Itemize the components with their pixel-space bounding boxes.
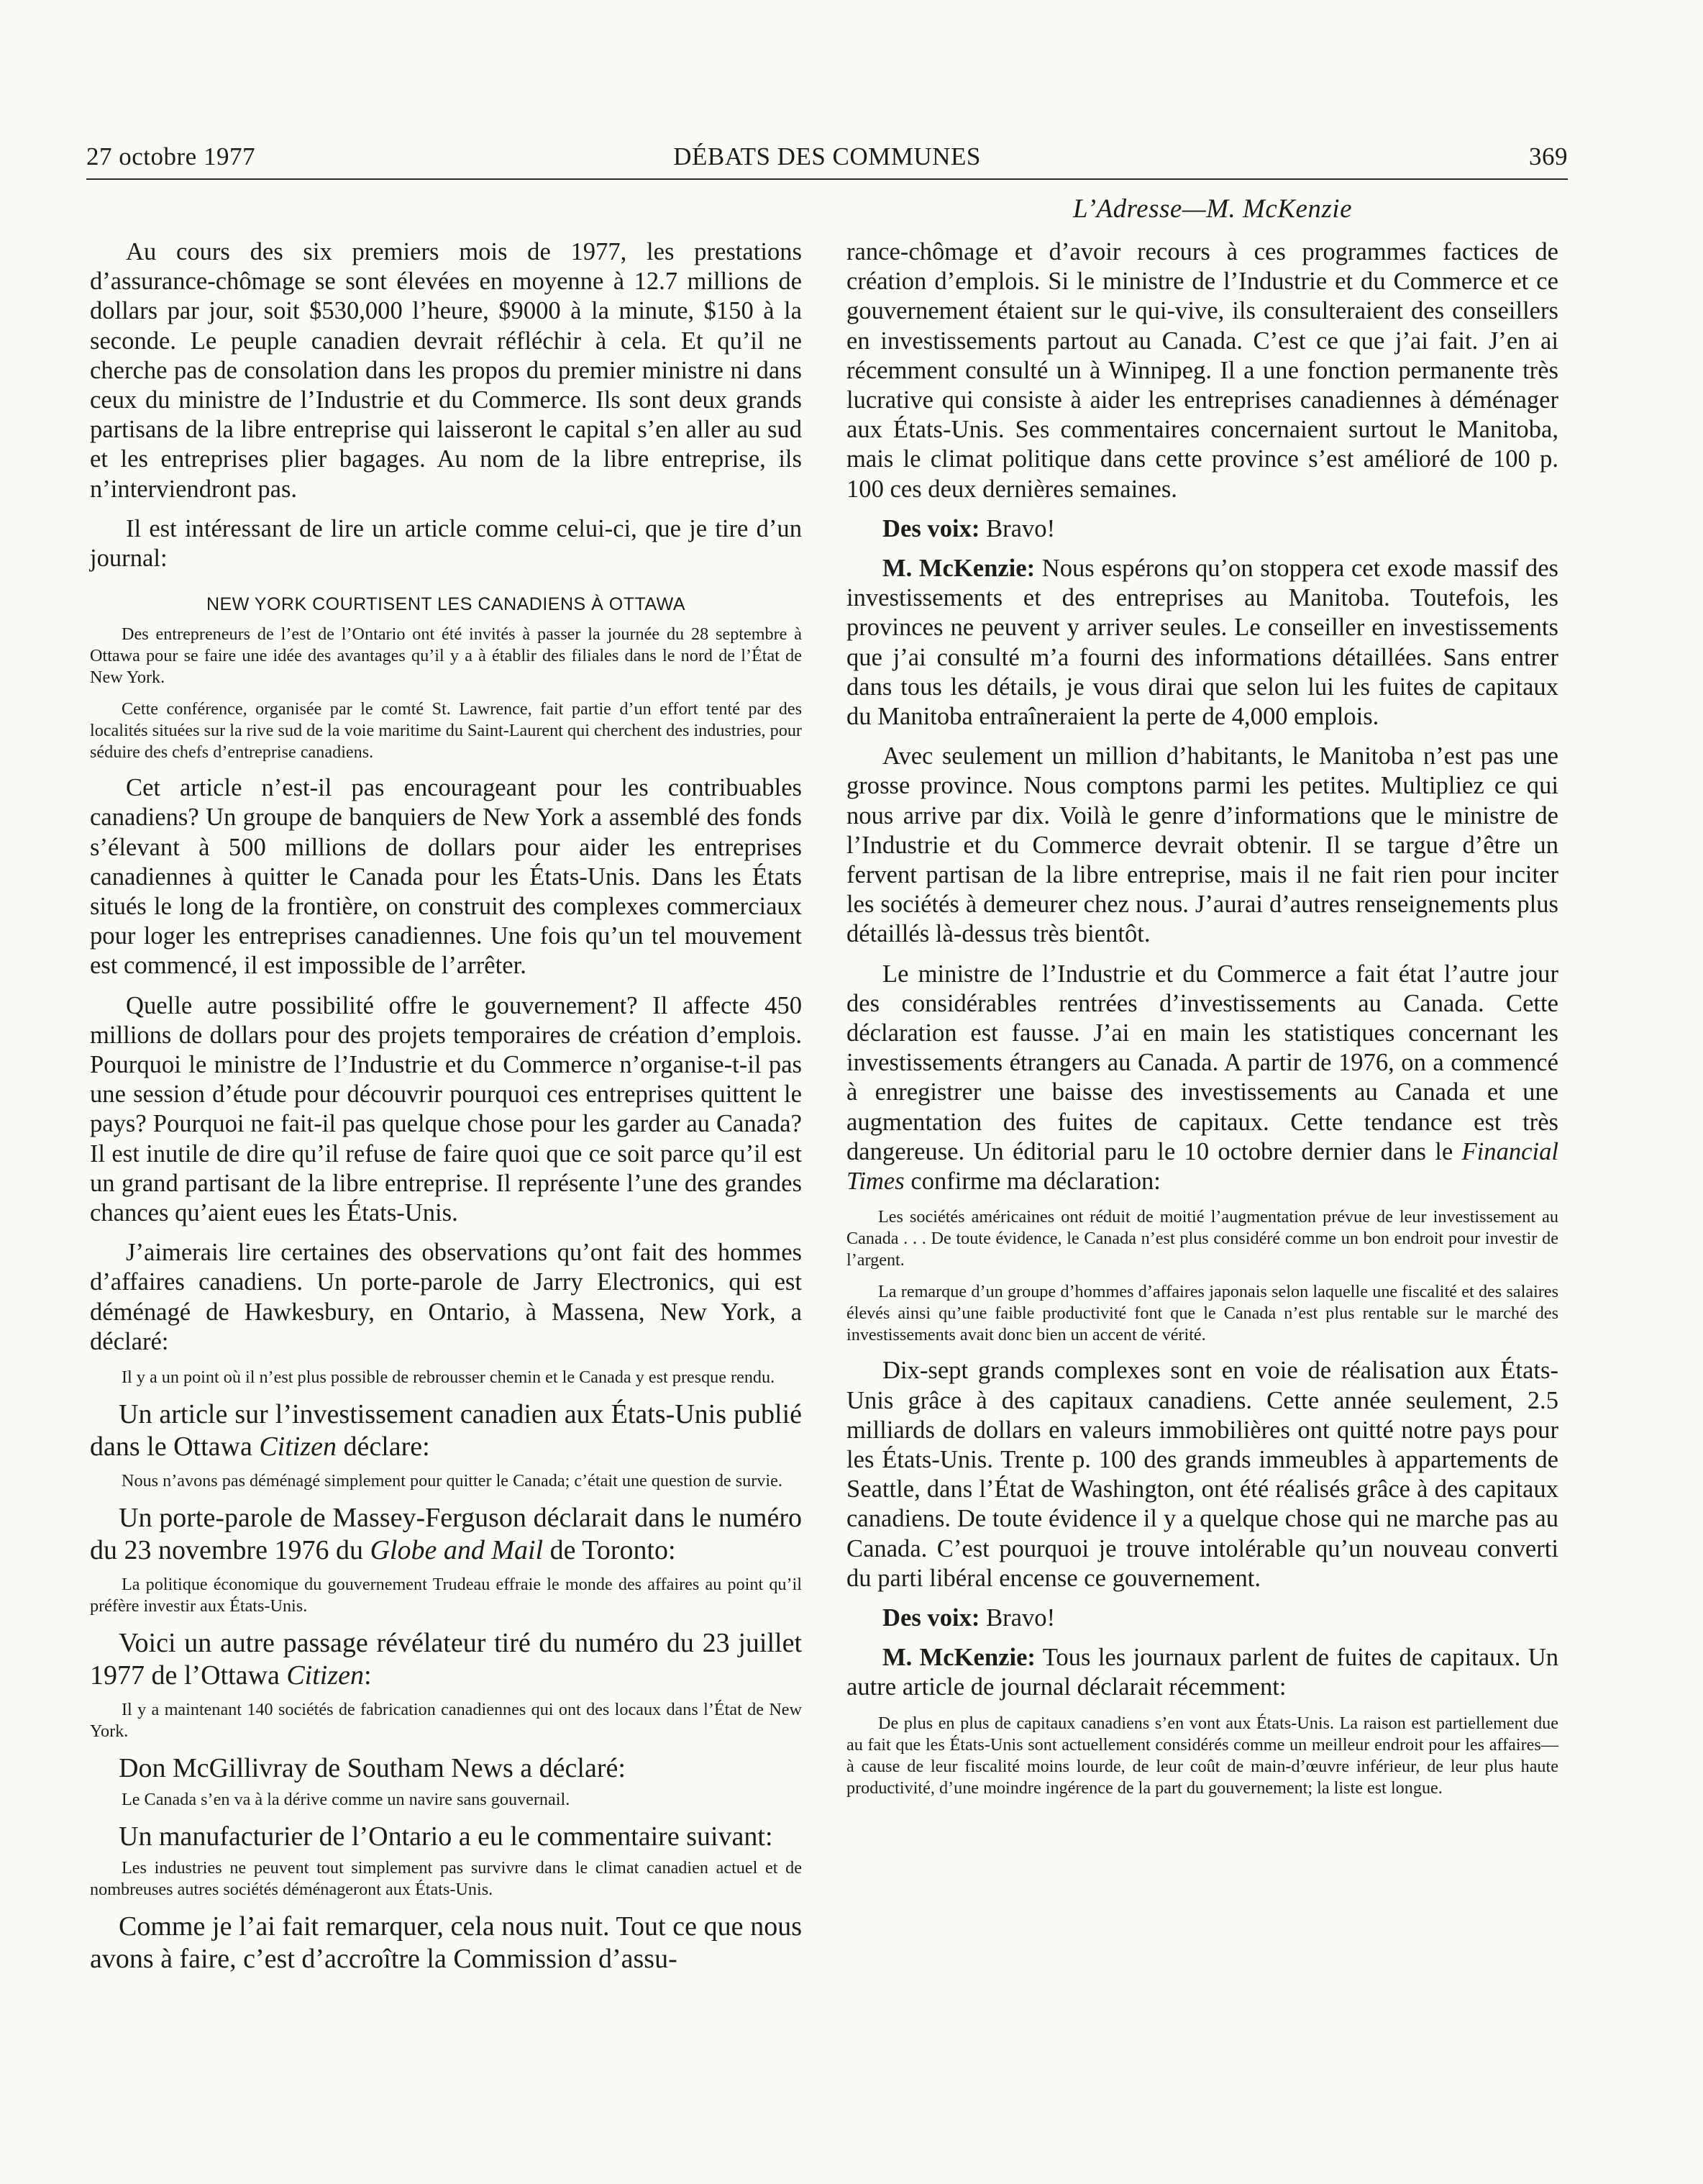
paragraph (90, 1627, 802, 1692)
paragraph: Quelle autre possibilité offre le gouvernement? Il affecte 450 millions de dollars pour des projets temporaires de création d’emplois. Pourquoi le ministre de l’Industrie et du Commerce n’organise-t-il pas une session d’étude pour découvrir pourquoi ces entreprises quittent le pays? Pourquoi ne fait-il pas quelque chose pour les garder au Canada? Il est inutile de dire qu’il refuse de faire quoi que ce soit parce qu’il est un grand partisant de la libre entreprise. Il représente l’une des grandes chances qu’aient eues les États-Unis. (90, 991, 802, 1227)
block-quote: Il y a un point où il n’est plus possible de rebrousser chemin et le Canada y est presque rendu. (122, 1368, 775, 1388)
header-date: 27 octobre 1977 (86, 142, 255, 170)
speaker-paragraph (846, 514, 1558, 544)
paragraph: Avec seulement un million d’habitants, le Manitoba n’est pas une grosse province. Nous comptons parmi les petites. Multipliez ce qui nous arrive par dix. Voilà le genre d’informations que le ministre de l’Industrie et du Commerce devrait obtenir. Il se targue d’être un fervent partisan de la libre entreprise, mais il ne fait rien pour inciter les sociétés à demeurer chez nous. J’aurai d’autres renseignements plus détaillés là-dessus très bientôt. (846, 742, 1558, 948)
text-run: déclare: (337, 1432, 430, 1462)
speaker-paragraph (846, 1643, 1558, 1702)
paragraph: Il est intéressant de lire un article comme celui-ci, que je tire d’un journal: (90, 514, 802, 573)
text-run: de Toronto: (543, 1535, 676, 1566)
text-run: Le ministre de l’Industrie et du Commerce a fait état l’autre jour des considérables rentrées d’investissements au Canada. Cette déclaration est fausse. J’ai en main les statistiques concernant les investissements étrangers au Canada. A partir de 1976, on a commencé à enregistrer une baisse des investissements au Canada et une augmentation des fuites de capitaux. Cette tendance est très dangereuse. Un éditorial paru le 10 octobre dernier dans le (846, 960, 1558, 1165)
quote-heading: NEW YORK COURTISENT LES CANADIENS À OTTAWA (206, 594, 685, 615)
paragraph: Un manufacturier de l’Ontario a eu le commentaire suivant: (119, 1821, 773, 1852)
right-column (846, 237, 1558, 1809)
speaker-label: M. McKenzie: (882, 1644, 1036, 1672)
block-quote: Des entrepreneurs de l’est de l’Ontario ont été invités à passer la journée du 28 septembre à Ottawa pour se faire une idée des avantages qu’il y a à établir des filiales dans le nord de l’État de New York. (90, 624, 802, 688)
block-quote: La remarque d’un groupe d’hommes d’affaires japonais selon laquelle une fiscalité et des salaires élevés ainsi qu’une faible productivité font que le Canada n’est plus rentable sur le marché des investissements avait donc bien un accent de vérité. (846, 1282, 1558, 1345)
paragraph (90, 1398, 802, 1463)
publication-name: Citizen (259, 1432, 337, 1462)
text-run: Bravo! (980, 1603, 1056, 1632)
block-quote: Cette conférence, organisée par le comté St. Lawrence, fait partie d’un effort tenté par des localités situées sur la rive sud de la voie maritime du Saint-Laurent qui cherchent des industries, pour séduire des chefs d’entreprise canadiens. (90, 699, 802, 763)
publication-name: Financial Times (846, 1137, 1558, 1196)
text-run: Nous espérons qu’on stoppera cet exode massif des investissements et des entreprises au Manitoba. Toutefois, les provinces ne peuvent y arriver seules. Le conseiller en investissements que j’ai consulté m’a fourni des informations détaillées. Sans entrer dans tous les détails, je vous dirai que selon lui les fuites de capitaux du Manitoba entraîneraient la perte de 4,000 emplois. (846, 555, 1558, 731)
text-run: confirme ma déclaration: (904, 1168, 1161, 1196)
block-quote: Les industries ne peuvent tout simplement pas survivre dans le climat canadien actuel et de nombreuses autres sociétés déménageront aux États-Unis. (90, 1858, 802, 1900)
text-run: Un porte-parole de Massey-Ferguson déclarait dans le numéro du 23 novembre 1976 du (90, 1503, 802, 1566)
block-quote: Le Canada s’en va à la dérive comme un navire sans gouvernail. (122, 1790, 570, 1810)
publication-name: Citizen (286, 1660, 364, 1691)
text-run: Un article sur l’investissement canadien aux États-Unis publié dans le Ottawa (90, 1399, 802, 1462)
paragraph: Don McGillivray de Southam News a déclaré: (119, 1753, 626, 1784)
block-quote: Nous n’avons pas déménagé simplement pour quitter le Canada; c’était une question de survie. (122, 1471, 782, 1491)
page-header (86, 141, 1568, 180)
paragraph (846, 960, 1558, 1197)
block-quote: La politique économique du gouvernement Trudeau effraie le monde des affaires au point qu’il préfère investir aux États-Unis. (90, 1575, 802, 1616)
speaker-label: Des voix: (882, 514, 980, 542)
paragraph: Cet article n’est-il pas encourageant pour les contribuables canadiens? Un groupe de banquiers de New York a assemblé des fonds s’élevant à 500 millions de dollars pour aider les entreprises canadiennes à quitter le Canada pour les États-Unis. Dans les États situés le long de la frontière, on construit des complexes commerciaux pour loger les entreprises canadiennes. Une fois qu’un tel mouvement est commencé, il est impossible de l’arrêter. (90, 774, 802, 980)
speaker-paragraph (846, 1603, 1558, 1633)
left-column (90, 237, 802, 1983)
block-quote: De plus en plus de capitaux canadiens s’en vont aux États-Unis. La raison est partiellement due au fait que les États-Unis sont actuellement considérés comme un meilleur endroit pour les affaires—à cause de leur fiscalité moins lourde, de leur coût de main-d’œuvre inférieur, de leur plus haute productivité, d’une moindre ingérence de la part du gouvernement; la liste est longue. (846, 1713, 1558, 1798)
text-run: : (364, 1660, 372, 1691)
block-quote: Les sociétés américaines ont réduit de moitié l’augmentation prévue de leur investissement au Canada . . . De toute évidence, le Canada n’est plus considéré comme un bon endroit pour investir de l’argent. (846, 1207, 1558, 1270)
page-number: 369 (1529, 142, 1568, 170)
speaker-label: M. McKenzie: (882, 555, 1036, 583)
paragraph: J’aimerais lire certaines des observations qu’ont fait des hommes d’affaires canadiens. Un porte-parole de Jarry Electronics, qui est déménagé de Hawkesbury, en Ontario, à Massena, New York, a déclaré: (90, 1239, 802, 1355)
paragraph: Comme je l’ai fait remarquer, cela nous nuit. Tout ce que nous avons à faire, c’est d’accroître la Commission d’assu- (90, 1911, 802, 1975)
publication-name: Globe and Mail (370, 1535, 544, 1566)
speaker-label: Des voix: (882, 1603, 980, 1632)
text-run: Voici un autre passage révélateur tiré du numéro du 23 juillet 1977 de l’Ottawa (90, 1628, 802, 1691)
paragraph: rance-chômage et d’avoir recours à ces programmes factices de création d’emplois. Si le ministre de l’Industrie et du Commerce et ce gouvernement étaient sur le qui-vive, ils consulteraient des conseillers en investissements partout au Canada. C’est ce que j’ai fait. J’en ai récemment consulté un à Winnipeg. Il a une fonction permanente très lucrative qui consiste à aider les entreprises canadiennes à déménager aux États-Unis. Ses commentaires concernaient surtout le Manitoba, mais le climat politique dans cette province s’est amélioré de 100 p. 100 ces deux dernières semaines. (846, 238, 1558, 503)
running-head: L’Adresse—M. McKenzie (1073, 194, 1352, 224)
speaker-paragraph (846, 554, 1558, 732)
paragraph: Dix-sept grands complexes sont en voie de réalisation aux États-Unis grâce à des capitaux canadiens. Cette année seulement, 2.5 milliards de dollars en valeurs immobilières ont quitté notre pays pour les États-Unis. Trente p. 100 des grands immeubles à appartements de Seattle, dans l’État de Washington, ont été réalisés grâce à des capitaux canadiens. De toute évidence il y a quelque chose qui ne marche pas au Canada. C’est pourquoi je trouve intolérable qu’un nouveau converti du parti libéral encense ce gouvernement. (846, 1357, 1558, 1592)
block-quote: Il y a maintenant 140 sociétés de fabrication canadiennes qui ont des locaux dans l’État de New York. (90, 1700, 802, 1742)
text-run: Tous les journaux parlent de fuites de capitaux. Un autre article de journal déclarait récemment: (846, 1644, 1558, 1701)
text-run: Bravo! (980, 514, 1056, 542)
paragraph: Au cours des six premiers mois de 1977, les prestations d’assurance-chômage se sont élevées en moyenne à 12.7 millions de dollars par jour, soit $530,000 l’heure, $9000 à la minute, $150 à la seconde. Le peuple canadien devrait réfléchir à cela. Et qu’il ne cherche pas de consolation dans les propos du premier ministre ni dans ceux du ministre de l’Industrie et du Commerce. Ils sont deux grands partisans de la libre entreprise qui laisseront le capital s’en aller au sud et les entreprises plier bagages. Au nom de la libre entreprise, ils n’interviendront pas. (90, 238, 802, 503)
paragraph (90, 1502, 802, 1567)
header-title: DÉBATS DES COMMUNES (673, 142, 981, 170)
